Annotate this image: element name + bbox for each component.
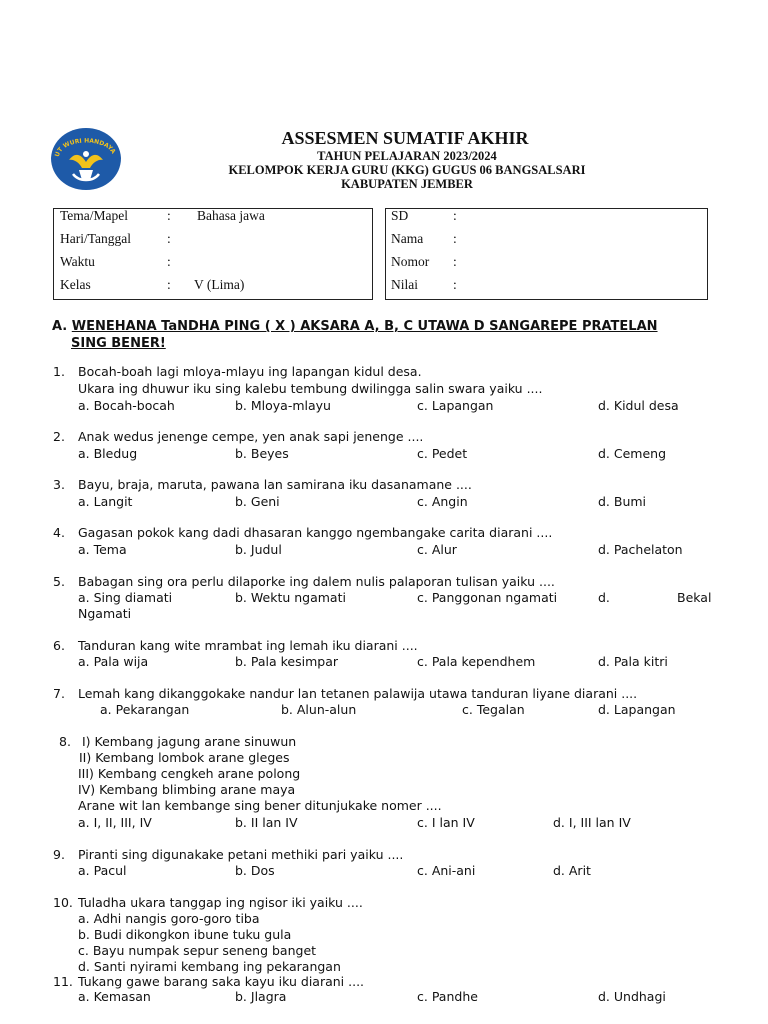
option-a[interactable]: a. Adhi nangis goro-goro tiba <box>78 911 260 926</box>
option-d[interactable]: d. Lapangan <box>598 702 676 717</box>
question-number: 1. <box>53 364 65 379</box>
option-b[interactable]: b. Judul <box>235 542 282 557</box>
info-colon: : <box>453 208 457 223</box>
statement-ii: II) Kembang lombok arane gleges <box>79 750 290 765</box>
question-text: Bayu, braja, maruta, pawana lan samirana iku dasanamane .... <box>78 477 472 492</box>
question-text: Tanduran kang wite mrambat ing lemah iku diarani .... <box>78 638 418 653</box>
option-c[interactable]: c. Panggonan ngamati <box>417 590 558 605</box>
statement-iii: III) Kembang cengkeh arane polong <box>78 766 301 781</box>
question-number: 10. <box>53 895 73 910</box>
question-text: Arane wit lan kembange sing bener ditunjukake nomer .... <box>78 798 442 813</box>
info-colon: : <box>453 231 457 246</box>
option-a[interactable]: a. Bocah-bocah <box>78 398 175 413</box>
question-text: Gagasan pokok kang dadi dhasaran kanggo ngembangake carita diarani .... <box>78 525 553 540</box>
option-c[interactable]: c. Alur <box>417 542 457 557</box>
question-number: 8. <box>59 734 71 749</box>
option-c[interactable]: c. Ani-ani <box>417 863 476 878</box>
option-d[interactable]: d. Cemeng <box>598 446 667 461</box>
option-d-text[interactable]: Bekal <box>677 590 712 605</box>
question-number: 5. <box>53 574 65 589</box>
option-d[interactable]: d. Santi nyirami kembang ing pekarangan <box>78 959 341 974</box>
option-b[interactable]: b. Jlagra <box>235 989 287 1004</box>
question-number: 2. <box>53 429 65 444</box>
option-a[interactable]: a. Bledug <box>78 446 138 461</box>
info-label-name: Nama <box>391 231 424 246</box>
option-c[interactable]: c. I lan IV <box>417 815 475 830</box>
question-text: Tuladha ukara tanggap ing ngisor iki yaiku .... <box>78 895 363 910</box>
question-number: 3. <box>53 477 65 492</box>
option-d[interactable]: d. <box>598 590 610 605</box>
statement-iv: IV) Kembang blimbing arane maya <box>78 782 296 797</box>
option-b[interactable]: b. Alun-alun <box>281 702 357 717</box>
regency: KABUPATEN JEMBER <box>341 177 473 191</box>
option-b[interactable]: b. Wektu ngamati <box>235 590 346 605</box>
option-a[interactable]: a. Sing diamati <box>78 590 173 605</box>
question-number: 6. <box>53 638 65 653</box>
info-colon: : <box>453 277 457 292</box>
option-d[interactable]: d. Undhagi <box>598 989 666 1004</box>
option-b[interactable]: b. Beyes <box>235 446 289 461</box>
section-instruction-line1: WENEHANA TaNDHA PING ( X ) AKSARA A, B, C UTAWA D SANGAREPE PRATELAN <box>71 319 658 334</box>
option-d[interactable]: d. I, III lan IV <box>553 815 631 830</box>
option-a[interactable]: a. Langit <box>78 494 133 509</box>
section-letter: A. <box>52 319 68 334</box>
exam-title: ASSESMEN SUMATIF AKHIR <box>281 128 529 148</box>
question-text: Tukang gawe barang saka kayu iku diarani .... <box>78 974 365 989</box>
option-c[interactable]: c. Pandhe <box>417 989 478 1004</box>
info-colon: : <box>167 208 171 223</box>
option-b[interactable]: b. Dos <box>235 863 275 878</box>
info-label-date: Hari/Tanggal <box>60 231 132 246</box>
question-number: 11. <box>53 974 73 989</box>
info-value-subject: Bahasa jawa <box>197 208 265 223</box>
question-text: Babagan sing ora perlu dilaporke ing dalem nulis palaporan tulisan yaiku .... <box>78 574 555 589</box>
option-d[interactable]: d. Pala kitri <box>598 654 668 669</box>
option-c[interactable]: c. Angin <box>417 494 468 509</box>
option-c[interactable]: c. Pala kependhem <box>417 654 536 669</box>
question-text: Piranti sing digunakake petani methiki pari yaiku .... <box>78 847 404 862</box>
option-b[interactable]: b. Budi dikongkon ibune tuku gula <box>78 927 292 942</box>
option-a[interactable]: a. I, II, III, IV <box>78 815 152 830</box>
info-label-number: Nomor <box>391 254 430 269</box>
info-label-school: SD <box>391 208 409 223</box>
school-year: TAHUN PELAJARAN 2023/2024 <box>317 149 497 163</box>
option-c[interactable]: c. Bayu numpak sepur seneng banget <box>78 943 317 958</box>
option-b[interactable]: b. Mloya-mlayu <box>235 398 331 413</box>
option-a[interactable]: a. Pala wija <box>78 654 149 669</box>
option-c[interactable]: c. Lapangan <box>417 398 494 413</box>
section-instruction-line2: SING BENER! <box>71 336 166 351</box>
question-number: 9. <box>53 847 65 862</box>
option-b[interactable]: b. Pala kesimpar <box>235 654 339 669</box>
question-text: Anak wedus jenenge cempe, yen anak sapi jenenge .... <box>78 429 424 444</box>
option-d[interactable]: d. Bumi <box>598 494 647 509</box>
option-d[interactable]: d. Arit <box>553 863 591 878</box>
info-colon: : <box>167 231 171 246</box>
question-text: Bocah-boah lagi mloya-mlayu ing lapangan kidul desa. <box>78 364 422 379</box>
info-colon: : <box>453 254 457 269</box>
option-d-text-cont[interactable]: Ngamati <box>78 606 132 621</box>
option-c[interactable]: c. Pedet <box>417 446 468 461</box>
question-text: Ukara ing dhuwur iku sing kalebu tembung dwilingga salin swara yaiku .... <box>78 381 543 396</box>
tut-wuri-handayani-logo <box>49 126 123 192</box>
option-d[interactable]: d. Kidul desa <box>598 398 679 413</box>
option-d[interactable]: d. Pachelaton <box>598 542 683 557</box>
option-b[interactable]: b. II lan IV <box>235 815 298 830</box>
info-label-score: Nilai <box>391 277 418 292</box>
option-a[interactable]: a. Kemasan <box>78 989 151 1004</box>
section-heading <box>52 318 658 352</box>
option-c[interactable]: c. Tegalan <box>462 702 525 717</box>
teacher-group: KELOMPOK KERJA GURU (KKG) GUGUS 06 BANGSALSARI <box>228 163 586 177</box>
info-value-class: V (Lima) <box>194 277 245 292</box>
logo-text: UT WURI HANDAYA <box>53 137 117 158</box>
question-text: Lemah kang dikanggokake nandur lan tetanen palawija utawa tanduran liyane diarani .... <box>78 686 638 701</box>
question-number: 4. <box>53 525 65 540</box>
statement-i: I) Kembang jagung arane sinuwun <box>82 734 297 749</box>
info-colon: : <box>167 254 171 269</box>
info-colon: : <box>167 277 171 292</box>
option-b[interactable]: b. Geni <box>235 494 280 509</box>
info-label-class: Kelas <box>60 277 91 292</box>
student-info-box <box>385 208 708 300</box>
info-label-subject: Tema/Mapel <box>60 208 129 223</box>
option-a[interactable]: a. Tema <box>78 542 127 557</box>
info-label-time: Waktu <box>60 254 95 269</box>
option-a[interactable]: a. Pekarangan <box>100 702 190 717</box>
option-a[interactable]: a. Pacul <box>78 863 127 878</box>
question-number: 7. <box>53 686 65 701</box>
